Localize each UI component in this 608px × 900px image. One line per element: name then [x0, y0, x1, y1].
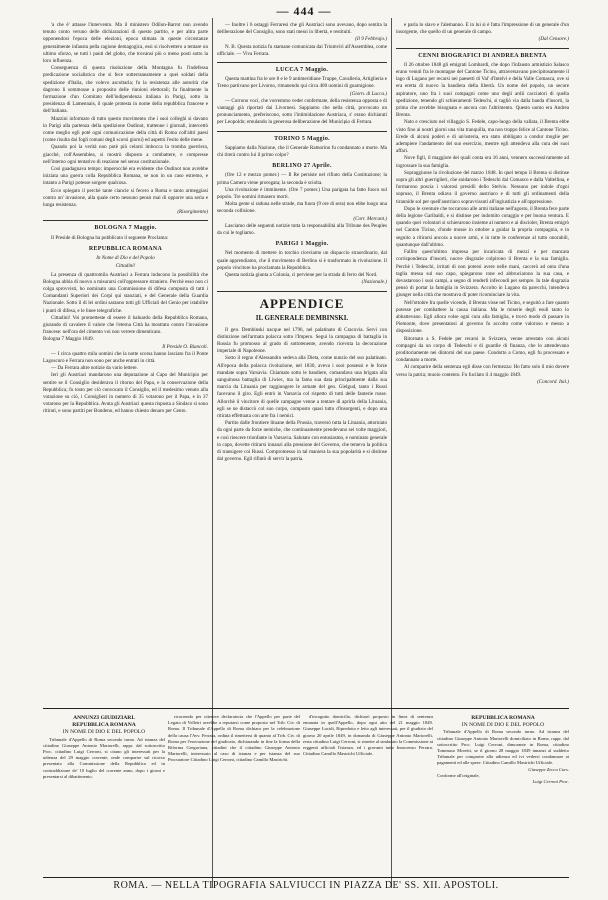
column-right — [396, 22, 569, 706]
appendix-subtitle: IL GENERALE DEMBINSKI. — [255, 313, 349, 322]
divider — [43, 220, 208, 221]
paragraph: Nato e cresciuto nel villaggio S. Fedele, capo-luogo della vallata, il Brenta ebbe visto fino ai nostri giorni una vita tranquilla, ma non troppo felice al Cantone Ticino. Erede di alcuni poderi e di un'osteria, era stato obbligato a condur moglie per adempiere l'andamento del suo esercizio, mentre egli attendeva alla cura dei suoi affari. — [396, 119, 569, 155]
notice-column-1 — [43, 714, 165, 876]
paragraph: Sotto il regno d'Alessandro sedeva alla Dieta, come nunzio del suo palatinato. All'epoca della polacca rivoluzione, nel 1830, aveva i suoi possessi e le forze mandate sopra Varsavia. Chiamato sotto le bandiere, comandava una brigata alla sanguinosa battaglia di Liwiec, ma la fama sua data principalmente dalla sua marcia da Lituania per raggiungere le armate del gen. Gielgud, tanto i Russi facevano il giro. Egli entrò in Varsavia col rispetto di tutti delle fanterie russe. Allorchè il vincitore di quelle campagne venne a tentare di aprirla della Lituania, egli se ne distaccò col suo corpo, composto quasi tutto d'insorgenti, e dopo una ritirata effettuata con arte fra i nemici. — [217, 355, 387, 419]
notice-column-4 — [437, 714, 569, 876]
source-credit: (Concord. Ital.) — [537, 378, 569, 385]
dateline-berlino: BERLINO 27 Aprile. — [272, 163, 332, 170]
paragraph: Al comparire della sentenza egli disse con fermezza: Ho fatto solo il mio dovere verso la patria; muoio contento. Fu fucilato il 4 maggio 1849. — [396, 364, 569, 378]
notice-text: Tribunale d'Appello di Roma secondo turno. Ad istanza del cittadino Giuseppe Antonio Martorelli, rappr. dal sottoscritto Proc. cittadino Luigi Cerroni, si citano gli interessati per la udienza del 29 maggio corrente, onde comparire sul ricorso presentato alla Commissione della Repubblica ed in contraddizione de' 10 luglio del corrente anno, dopo i giorni e presentarsi al dibattimento. — [43, 736, 165, 779]
paragraph: Una rivoluzione è imminente. (Ore 7 pomer.) Una parigata ha fatto fuoco sul popolo. Tre uomini rimasero morti. — [217, 186, 387, 201]
notice-text: ricorrendo per ottenere declaratoria che l'Appello per parte del Legato di Velletri avrebbe a reputarsi come proposto nel Trib. Civ. di Roma. Il Tribunale d'Appello di Roma dichiara per la celebrazione della causa l'Avv. Ferrara, ordina il rimettersi di quanto al Trib. Civ. di Roma per l'esecuzione del giudicato, dichiarando in fine la forma della Riforma Gregoriana, cittadini che il cittadino Giuseppe Antonio Martorelli, interessato al caso di istanza e per istanza del suo Procuratore Cittadino Luigi Cerroni, cittadino Camillo Mastrichi. — [168, 714, 300, 763]
divider — [217, 291, 387, 292]
paragraph: — Da Ferrara altre notizie da vario lettere. — [51, 365, 138, 372]
paragraph: Nell'ottobre fra quelle vicende, il Brenta visse nel Ticino, e seguitò a fare quanto potesse per combattere la causa italiana. Ma le miserie degli esuli tanto lo abbattevano. Egli allora volse ogni cura alla famiglia, e trovò modo di passare in Piemonte, dove presentatosi al governo fu accolto come valoroso e messo a disposizione. — [396, 299, 569, 335]
paragraph: — Inoltre i 6 ostaggi Ferraresi che gli Austriaci sono avevano, dopo sentita la deliberazione del Consiglio, sono stati messi in libertà, e restituiti. — [217, 22, 387, 36]
paragraph: Nel momento di mettere in torchio riceviamo un dispaccio straordinario, dal quale apprendiamo, che il movimento di Berlino si è trasformato in rivoluzione. Il popolo vincitore ha proclamata la Repubblica. — [217, 250, 387, 271]
paragraph: Lasciamo delle seguenti notizie tutta la responsabilità alla Tribune des Peuples da cui le togliamo. — [217, 222, 387, 237]
biography-title: CENNI BIOGRAFICI DI ANDREA BRENTA — [418, 52, 547, 59]
signature-name: Il Preside O. Biancoli. — [162, 343, 208, 350]
footer-rule — [43, 877, 569, 878]
appendix-title: APPENDICE — [259, 295, 345, 311]
paragraph: Il Preside di Bologna ha pubblicato il seguente Proclama: — [51, 234, 169, 241]
column-left — [43, 22, 208, 706]
section-rule — [43, 708, 569, 709]
paragraph: (Ore 12 e mezzo pomer.) — Il Re persiste nel rifiuto della Costituzione; la prima Camera viene prorogata; la seconda è sciolta. — [217, 172, 387, 186]
notice-subtitle: IN NOME DI DIO E DEL POPOLO — [62, 729, 146, 736]
paragraph: Il 26 ottobre 1848 gli emigrati Lombardi, che dopo l'infausto armistizio Salasco erano venuti fra le montagne del Cantone Ticino, attraversavano precipitosamente il lago di Lugano per recarsi nei paesetti di Val' d'Intelvi e della Valle Comasca, ove si era eretta di nuovo la bandiera della libertà. Un nome del popolo, un secure aspiratore, uno fra i suoi compagni come uno degli ardii cacciatori di quella spedizione, tenendo gli schieramenti Tedeschi, si tagliò via dalla banda d'insorti, la prima che avrebbe bisognata e ancora con l'altrimento. Questo uomo era Andrea Brenta. — [396, 61, 569, 119]
notice-title: REPUBBLICA ROMANA — [471, 715, 535, 721]
paragraph: Questa mattina fra le ore 8 e le 9 antimeridiane Truppe, Cavalleria, Artiglieria e Treno partivano per Livorno, rimanendo qui circa 400 uomini di guarnigione. — [217, 76, 387, 90]
paragraph: La presenza di quattromila Austriaci a Ferrara inducono la possibilità che Bologna abbia di nuovo a misurarsi coll'oppressore straniero. Perchè esso non ci colga sprovvisti, ho nominato una Commissione di difesa composta di tutti i Comandanti Superiori dei Corpi qui stanziati, e del Generale della Guardia Nazionale. Sotto il di lei ordini saranno tutti gli Ufficiali del Genio per istabilire i punti di difesa, e le linee telegrafiche. — [43, 271, 208, 314]
printer-footer: ROMA. — NELLA TIPOGRAFIA SALVIUCCI IN PIAZZA DE' SS. XII. APOSTOLI. — [113, 880, 499, 891]
source-credit: (Risorgimento) — [177, 209, 208, 216]
paragraph: Mazzini informato di tutto questo movimento che i suoi colleghi si davano in Parigi alla partenza della spedizione Oudinot, trattenne i giornali, intercettò come meglio egli potè ogni comunicazione della città di Roma coll'altri paesi (come risulta dai fogli romani degli scorsi giorni) ed aspettò l'esito delle mene. — [43, 115, 208, 144]
page-number: — 444 — — [276, 4, 332, 18]
notice-conformity: Conforme all'originale, — [437, 772, 480, 778]
paragraph: Sappiamo dalla Nazione, che il Generale Ramorino fu condannato a morte. Ma chi tirerà contro lui il primo colpo? — [217, 144, 387, 159]
paragraph: — Corrono voci, che vorremmo veder confermate, della resistenza opposta e di vantaggi già riportati dai Livornesi. Sappiamo che nella città, provocato un pronunciamento, preferiscono, sotto l'intimidazione Austriaca, s' erano dichiarati per Leopoldo; emulando la generosa deliberazione del Municipio di Ferrara. — [217, 97, 387, 126]
paragraph: Sopraggiunse la rivoluzione del marzo 1848. In quel tempo il Brenta si distinse sopra gli altri guerriglieri, che snidarono i Tedeschi dal Comasco e dalla Valtellina, e formarono poscia i valorosi presidii dello Stelvio. Nessuno per indole d'ogni sopruso, il Brenta odiava il governo austriaco e di tutti gli ordinamenti della tirannide sol per quell'austriaco sopravvissuti all'ingiustizia e all'oppressione. — [396, 169, 569, 205]
source-credit: (Nazionale.) — [361, 279, 387, 286]
proclamation-salutation: Cittadini! — [115, 263, 136, 270]
paragraph: Conseguenza di questa risoluzione della Montagna fu l'indefessa predicazione socialistica che si fece sotterraneamente a quei soldati della spedizione d'Italia, che volevo ascoltarla; fu la resistenza alle autorità che dagrono li sommosse a proposito delle riunioni elettorali; fu finalmente la formazione d'un Comitato dell'indipendenza italiana in Parigi, sotto la presidenza di Lamennais, il quale protesta in nome della repubblica francese e dell'italiana. — [43, 65, 208, 115]
proclamation-subtitle: In Nome di Dio e del Popolo — [96, 255, 155, 262]
notice-signature: Luigi Cerroni Proc. — [532, 779, 569, 785]
paragraph: — I circa quattro mila uomini che la notte scorsa hanno lasciato fra il Ponte Lagoscuro e Ferrara non sono per anche entrati in città. — [43, 350, 208, 364]
paragraph: e parla lo slavo e l'alemanno. È in lui si è fatta l'impressione di un generale d'un insorgente, che quello di un generale di campo. — [396, 22, 569, 36]
divider — [396, 48, 569, 49]
divider — [217, 131, 387, 132]
proclamation-title: REPUBBLICA ROMANA — [88, 245, 163, 252]
paragraph: Ecco spiegato il perchè tante ciancie si fecero a Roma e tanto armeggiasi contro un' invasione, alla quale certo nessuno pensò mai di opporre una seria e lunga resistenza. — [43, 187, 208, 209]
paragraph: Partito dalle frontiere lituane della Prussia, traversò tutta la Lituania, attorniato da ogni parte da forze nemiche, che continuamente prendevano sei volte maggiori, e così riescere trionfante in Varsavia. Salutato con entusiasmo, e nominato generale in capo, dovette ritirarsi innanzi alla pressione del Governo, che temeva la politica di transigere coi Russi. Compromesso in tal maniera la sua popolarità e si distinse dal governo. Egli rifiutò di servir la patria. — [217, 420, 387, 463]
notice-subtitle: IN NOME DI DIO E DEL POPOLO — [461, 722, 545, 729]
source-credit: (Giorn. di Lucca.) — [349, 90, 387, 97]
notice-text: Tribunale d'Appello di Roma secondo turno. Ad istanza del cittadino Giuseppe Antonio Martorelli domiciliato in Roma, rappr. dal sottoscritto Proc. Luigi Cerroni, dimorante in Roma, cittadino Tommaso Moretti, se il giorno 28 maggio 1849 innanzi al suddetto Tribunale per comparire alla udienza ed ivi vedersi condannare ai pagamenti ed alle spese. Cittadino Camillo Mastrichi Ufficiale. — [437, 729, 569, 766]
divider — [217, 62, 387, 63]
notice-column-2 — [168, 714, 300, 876]
paragraph: Quando poi la verità non potè più celarsi imbocca la tromba guerriera, giacchè, coll'Assemblea, si mostrò disposto a combattere, e compresse nell'interno ogni tentativo di reazione nel senso costituzionale. — [43, 144, 208, 165]
paragraph: Così guadagnava tempo: imperocchè era evidente che Oudinot non avrebbe iniziata una guerra colla Repubblica Romana, se non in un caso estremo, e intanto a Parigi potesse sorgere qualcosa. — [43, 166, 208, 187]
notice-column-3 — [303, 714, 433, 876]
notice-title: REPUBBLICA ROMANA — [72, 722, 136, 729]
paragraph: Nove figli, il maggiore dei quali conta ora 16 anni, vennero successivamente ad ingrossare la sua famiglia. — [396, 155, 569, 169]
column-middle — [217, 22, 387, 706]
notices-heading: ANNUNZI GIUDIZIARI. — [73, 715, 135, 721]
source-credit: (Il 9 Febbrajo.) — [355, 36, 387, 43]
paragraph: Il gen. Dembinski nacque nel 1796, nel palatinato di Cracovia. Servì con distinzione nell'armata polacca sotto l'Impero. Segui la campagna di battaglia in Russia fu promosso al grado di sottotenente, avendo ricevuta la decorazione imperiale di Napoleone. — [217, 326, 387, 355]
dateline-lucca: LUCCA 7 Maggio. — [275, 67, 329, 74]
paragraph: Ieri gli Austriaci mandarono una deputazione al Capo del Municipio per sentire se il Consiglio desiderava il ritorno del Papa, e la conservazione della Repubblica; fu tosto per ciò convocato il Consiglio, ed il medesimo venuto alla votazione su ciò, i Consiglieri in numero di 35 votarono per il Papa, e in 37 votarono per la Repubblica. Avuta gli Austriaci questa risposta a Sindaco si sono ritirati, e sono partiti per Bondeno, ed hanno chiesto denaro per Cento. — [43, 372, 208, 415]
paragraph: Cittadini! Voi prometteste di essere il baluardo della Repubblica Romana, giurando di cavalere il valore che l'eterna Città ha mostrato contro l'invasione francese: nell'ora del cimento voi non verrete dimenticato. — [43, 314, 208, 336]
dateline-torino: TORINO 5 Maggio. — [274, 135, 330, 142]
paragraph: Ritornato a S. Fedele per recarsi in Svizzera, venne arrestato con alcuni compagni da un corpo di Tedeschi e di guardie di finanza, che lo attendevano proditoriamente nei dintorni del suo paese. Condotto a Como, egli fu processato e condannato a morte. — [396, 335, 569, 364]
signature-date: Bologna 7 Maggio 1849. — [43, 336, 94, 343]
notice-text: d'incognito domicilio, dichiarò proposto in linea di sentenza emanata in quell'Appello, dopo ogni atto del 21 maggio 1849. Giuseppe Lucidi, Ripredotto e letto agli interessati, per il giudizio del giorno 20 aprile 1849, in domanda di Giuseppe Antonio Martorelli, resta cittadino Luigi Cerroni, si rimette al sindacato la Commissione ai reggenti ufficiali l'istanza, ed i gravami tutto Innocenzo Ferrara. Cittadino Camillo Mastrichi Ufficiale. — [303, 714, 433, 757]
paragraph: Questa notizia giunta a Colonia, ci perviene per la strada di ferro del Nord. — [225, 272, 378, 279]
paragraph: 'a che è' attasse l'intervento. Ma il ministero Odilon-Barrot non avendo tenuto conto veruno delle dichiarazioni di questo partito, e per altra parte opponendosi l'epoca delle elezioni, epoca stimata in queste circostanze generalmente infausta pella ragione demagogica, essi si risolvettero a tentare un ultimo sforzo, se tutti i pauti del globo, che trovansi più o meno posti sotto la loro influenza. — [43, 22, 208, 65]
source-credit: (Dal Censore.) — [538, 36, 569, 43]
source-credit: (Corr. Mercant.) — [353, 215, 387, 222]
dateline-bologna: BOLOGNA 7 Maggio. — [94, 225, 157, 232]
dateline-parigi: PARIGI 1 Maggio. — [275, 241, 329, 248]
paragraph: Fallito quest'ultimo impresa per incaricata di mezzi e per mancata corrispondenza d'insorti, nuove disgrazie colpirono il Brenta e la sua famiglia. Perchè i Tedeschi, irritati di non potersi avere nelle mani, caccerò ad onta d'una taglia messa sul suo capo, spiegarono rone ed abbruciarono la sua casa, e devastarono i suoi campi, a segno di renderli infecondi per sempre. In tale disgrazia pensò di portar la famiglia in Svizzera. Accolto in Lugano da parecchi, intendeva giunger nella città che mostrava di poter ricominciare la vita. — [396, 249, 569, 299]
notice-signature: Giuseppe Zecca Curs. — [528, 766, 569, 772]
paragraph: Dopo le sventure che toccarono alle armi italiane nell'agosto, il Brenta fece parte della legione Garibaldi, e si distinse per indomito coraggio e per buona ventura. E quando quei volontari si schierarono insieme al numero e ai discioler, Brenta emigrò nel Canton Ticino, d'onde mosse in ottobre a guidar la propria compagnia, e in seguito a ritirarsi ancora a nuove armi, e in tutte le conferenze al tutto onorabili, quantunque dall'ultimo. — [396, 205, 569, 248]
paragraph: N. B. Questa notizia fu stamane comunicata dai Triumviri all'Assemblea, come ufficiale. — Viva Ferrara. — [217, 43, 387, 57]
paragraph: Molta gente si raduna nelle strade, ma fuora (9 ore di sera) non ebbe luogo una seconda collisione. — [217, 201, 387, 215]
